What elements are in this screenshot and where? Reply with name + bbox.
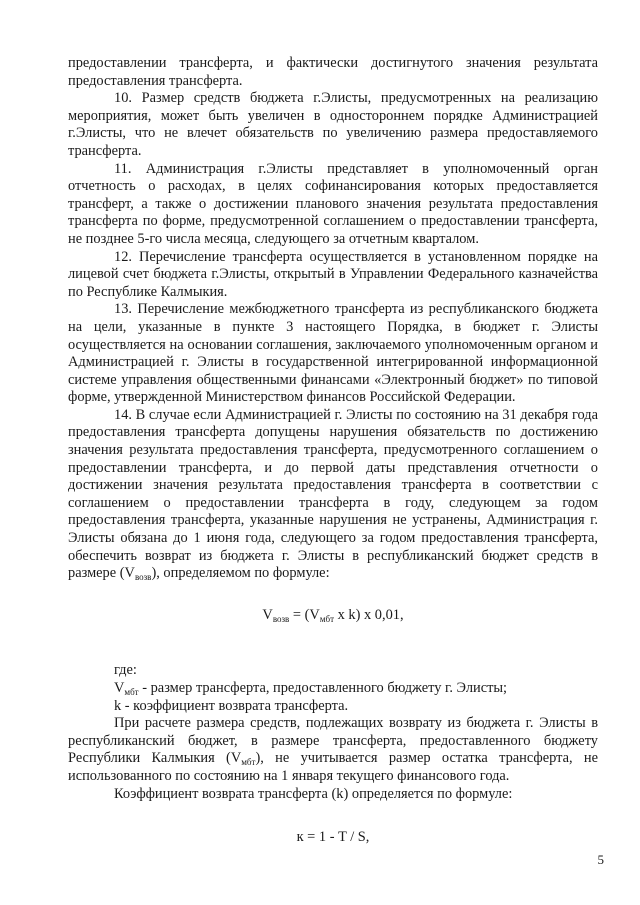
paragraph-14 xyxy=(68,407,598,583)
formula-eq: = (V xyxy=(289,606,320,623)
paragraph-10: 10. Размер средств бюджета г.Элисты, предусмотренных на реализацию мероприятия, может быть увеличен в одностороннем порядке Администрацией г.Элисты, что не влечет обязательств по увеличению размера предоставляемого трансферта. xyxy=(68,90,598,159)
def-text: - размер трансферта, предоставленного бюджету г. Элисты; xyxy=(138,680,508,696)
formula-var: V xyxy=(262,606,273,623)
paragraph-12: 12. Перечисление трансферта осуществляется в установленном порядке на лицевой счет бюджета г.Элисты, открытый в Управлении Федерального казначейства по Республике Калмыкия. xyxy=(68,248,598,300)
paragraph-calculation xyxy=(68,715,598,785)
definition-vmbt xyxy=(68,680,598,698)
calc-sub: мбт xyxy=(241,757,256,768)
formula-m-sub: мбт xyxy=(319,613,335,624)
paragraph-14-tail: ), определяемом по формуле: xyxy=(151,565,330,582)
definition-k: k - коэффициент возврата трансферта. xyxy=(114,697,349,714)
def-var-sub: мбт xyxy=(124,687,139,697)
paragraph-13: 13. Перечисление межбюджетного трансферта из республиканского бюджета на цели, указанные в пункте 3 настоящего Порядка, в бюджет г. Элисты осуществляется на основании соглашения, заключаемого уполномоченным органом и Администрацией г. Элисты в государственной интегрированной информационной системе управления общественными финансами «Электронный бюджет» по типовой форме, утвержденной Министерством финансов Российской Федерации. xyxy=(68,301,598,406)
paragraph-11: 11. Администрация г.Элисты представляет в уполномоченный орган отчетность о расходах, в целях софинансирования которых предоставляется трансферт, а также о достижении планового значения результата предоставления трансферта по форме, предусмотренной соглашением о предоставлении трансферта, не позднее 5-го числа месяца, следующего за отчетным кварталом. xyxy=(68,160,598,247)
where-label: где: xyxy=(114,662,137,679)
def-var: V xyxy=(114,680,125,696)
formula-var-sub: возв xyxy=(272,613,290,624)
paragraph-14-text: 14. В случае если Администрацией г. Элисты по состоянию на 31 декабря года предоставления трансферта допущены нарушения обязательств по достижению значения результата предоставления трансферта, предусмотренного соглашением о предоставлении трансферта, и до первой даты представления отчетности о достижении значения результата предоставления трансферта в соответствии с соглашением о предоставлении трансферта в году, следующем за годом предоставления трансферта, указанные нарушения не устранены, Администрация г. Элисты обязана до 1 июня года, следующего за годом предоставления трансферта, обеспечить возврат из бюджета г. Элисты в республиканский бюджет средств в размере (V xyxy=(68,406,598,582)
paragraph-14-subscript: возв xyxy=(134,572,152,583)
page-number: 5 xyxy=(597,852,604,867)
document-page xyxy=(68,55,598,847)
calc-tail: ), не учитывается размер остатка трансферта, не использованного по состоянию на 1 января текущего финансового года. xyxy=(68,750,598,784)
formula-rest: x k) x 0,01, xyxy=(334,606,404,623)
paragraph-coefficient: Коэффициент возврата трансферта (k) определяется по формуле: xyxy=(114,785,513,802)
paragraph-intro: предоставлении трансферта, и фактически достигнутого значения результата предоставления трансферта. xyxy=(68,55,598,89)
calc-text: При расчете размера средств, подлежащих возврату из бюджета г. Элисты в республиканский бюджет, в размере трансферта, предоставленного бюджету Республики Калмыкия (V xyxy=(68,715,598,767)
return-formula xyxy=(68,607,598,625)
coefficient-formula: к = 1 - T / S, xyxy=(296,829,370,846)
